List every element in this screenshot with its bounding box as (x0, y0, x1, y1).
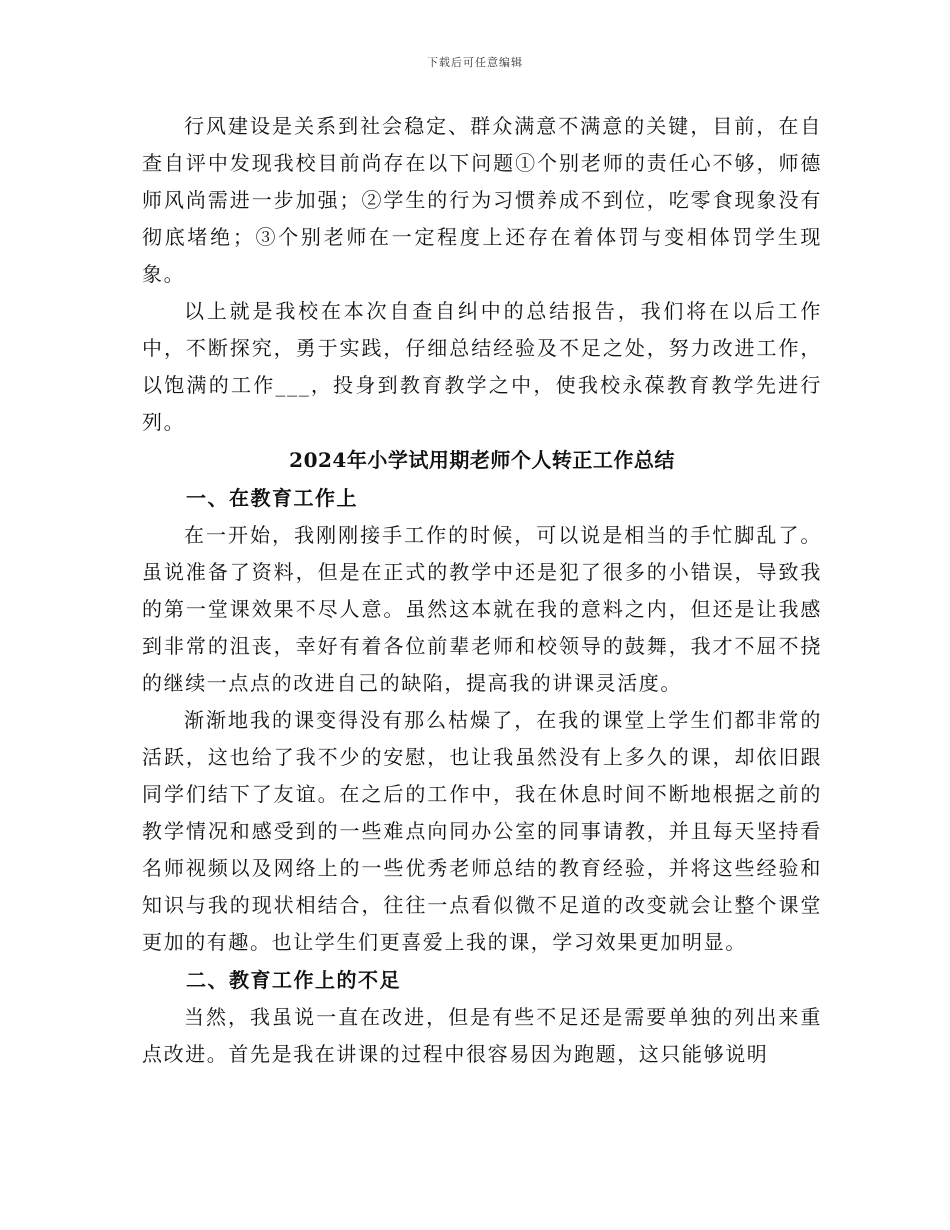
section-heading-teaching-work: 一、在教育工作上 (186, 486, 358, 510)
section-heading-shortcomings: 二、教育工作上的不足 (186, 968, 401, 992)
paragraph-summary-conclusion: 以上就是我校在本次自查自纠中的总结报告，我们将在以后工作中，不断探究，勇于实践，仔细总结经验及不足之处，努力改进工作，以饱满的工作___，投身到教育教学之中，使我校永葆教育教学先进行列。 (142, 299, 822, 434)
paragraph-shortcomings: 当然，我虽说一直在改进，但是有些不足还是需要单独的列出来重点改进。首先是我在讲课的过程中很容易因为跑题，这只能够说明 (142, 1005, 822, 1066)
paragraph-self-inspection-issues: 行风建设是关系到社会稳定、群众满意不满意的关键，目前，在自查自评中发现我校目前尚存在以下问题①个别老师的责任心不够，师德师风尚需进一步加强；②学生的行为习惯养成不到位，吃零食现象没有彻底堵绝；③个别老师在一定程度上还存在着体罚与变相体罚学生现象。 (142, 114, 822, 286)
paragraph-teaching-start: 在一开始，我刚刚接手工作的时候，可以说是相当的手忙脚乱了。虽说准备了资料，但是在正式的教学中还是犯了很多的小错误，导致我的第一堂课效果不尽人意。虽然这本就在我的意料之内，但还是让我感到非常的沮丧，幸好有着各位前辈老师和校领导的鼓舞，我才不屈不挠的继续一点点的改进自己的缺陷，提高我的讲课灵活度。 (142, 523, 822, 695)
document-title: 2024年小学试用期老师个人转正工作总结 (289, 448, 675, 472)
document-body (142, 108, 822, 1073)
header-note: 下载后可任意编辑 (427, 56, 523, 69)
paragraph-teaching-progress: 渐渐地我的课变得没有那么枯燥了，在我的课堂上学生们都非常的活跃，这也给了我不少的安慰，也让我虽然没有上多久的课，却依旧跟同学们结下了友谊。在之后的工作中，我在休息时间不断地根据之前的教学情况和感受到的一些难点向同办公室的同事请教，并且每天坚持看名师视频以及网络上的一些优秀老师总结的教育经验，并将这些经验和知识与我的现状相结合，往往一点看似微不足道的改变就会让整个课堂更加的有趣。也让学生们更喜爱上我的课，学习效果更加明显。 (142, 708, 822, 954)
